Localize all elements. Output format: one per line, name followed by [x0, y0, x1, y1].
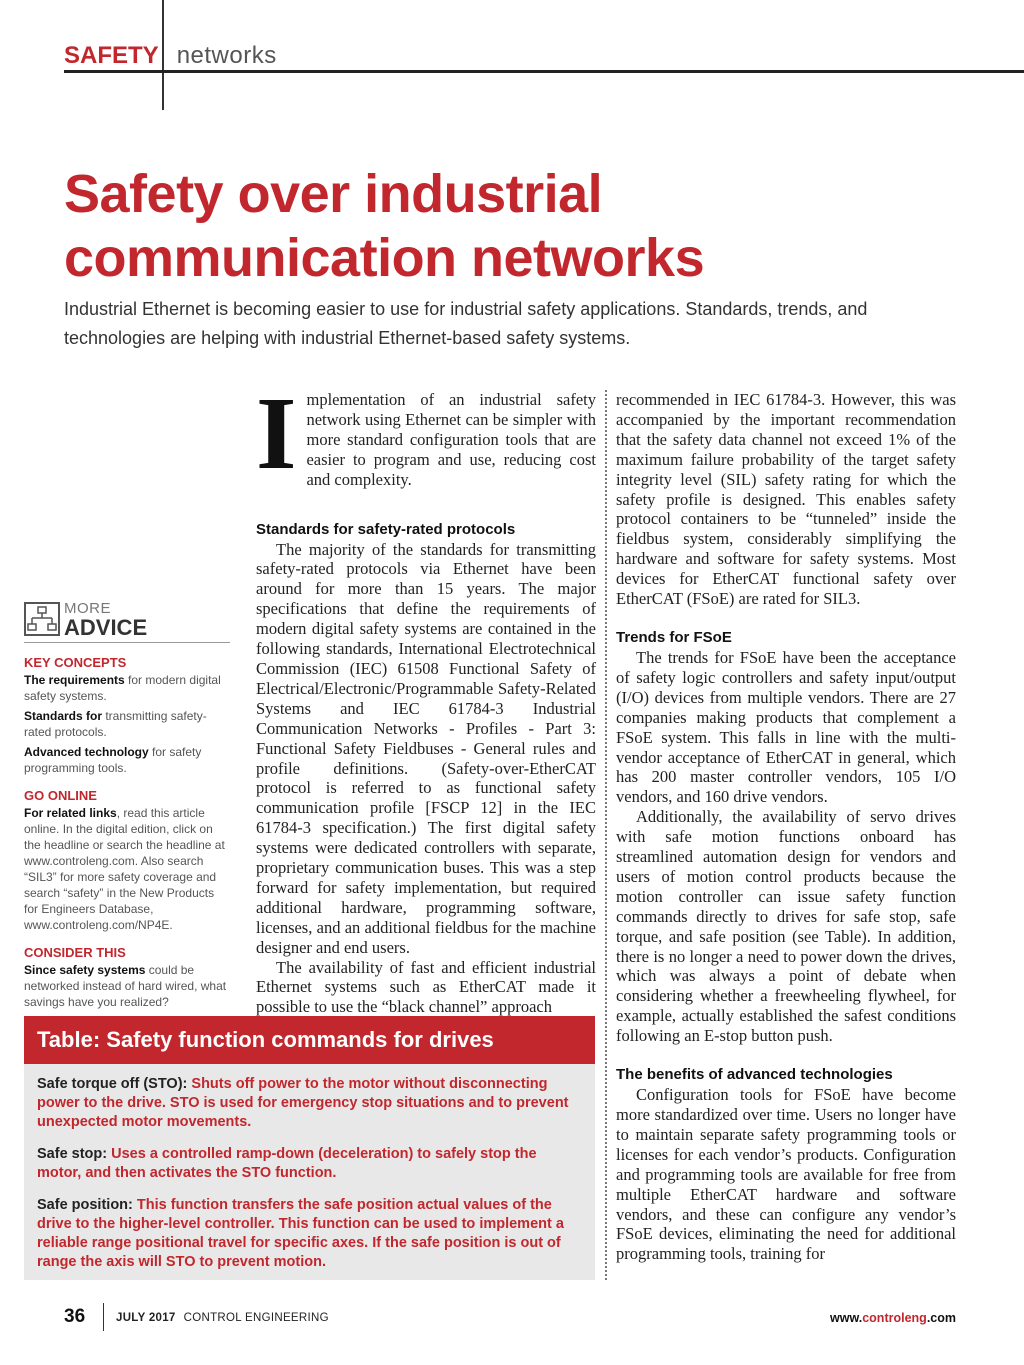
go-online-item: [24, 805, 230, 933]
consider-this-text: could be networked instead of hard wired, what savings have you realized?: [24, 963, 227, 1009]
page-number: 36: [64, 1306, 86, 1327]
key-concept-3-text: for safety programming tools.: [24, 745, 202, 775]
key-concept-2-bold: Standards for: [24, 709, 103, 723]
article-title-line2: communication networks: [64, 228, 705, 288]
drop-cap: I: [256, 376, 297, 491]
more-label: MORE: [64, 600, 111, 617]
heading-benefits: The benefits of advanced technologies: [616, 1066, 893, 1084]
table-row-label: Safe position:: [37, 1197, 137, 1213]
paragraph-benefits: Configuration tools for FSoE have become more standardized over time. Users no longer have to maintain separate safety programming tools or licenses for each vendor’s products. Configuration and programming tools are available for free from multiple EtherCAT hardware and software vendors, and these can configure any vendor’s FSoE devices, eliminating the need for additional programming tools, training for: [616, 1085, 956, 1264]
paragraph-standards-1: The majority of the standards for transmitting safety-rated protocols via Ethernet have been around for more than 15 years. The major specifications that define the requirements of modern digital safety systems are contained in the following standards, International Electrotechnical Commission (IEC) 61508 Functional Safety of Electrical/Electronic/Programmable Safety-Related Systems and IEC 61784-3 Industrial Communication Networks - Profiles - Part 3: Functional Safety Fieldbuses - General rules and profile definitions. (Safety-over-EtherCAT protocol is referred to as functional safety communication profile [FSCP 12] in the IEC 61784-3 specification.) The first digital safety systems were dedicated controllers with separate, proprietary communication buses. This was a step forward for safety implementation, but required additional hardware, programming software, licenses, and an additional fieldbus for the machine designer and end users.: [256, 539, 596, 957]
paragraph-col3-continued: recommended in IEC 61784-3. However, this was accompanied by the important recommendation that the safety data channel not exceed 1% of the maximum failure probability of the target safety integrity level (SIL) safety rating for which the safety profile is designed. This enables safety protocol containers to be “tunneled” inside the fieldbus system, considerably simplifying the hardware and software for safety systems. Most devices for EtherCAT functional safety over EtherCAT (FSoE) are rated for SIL3.: [616, 390, 956, 609]
table-row: [24, 1145, 595, 1183]
table-row-desc: This function transfers the safe position actual values of the drive to the higher-level controller. This function can be used to implement a reliable range positional travel for specific axes. If the safe position is out of range the axis will STO to prevent motion.: [37, 1197, 564, 1270]
heading-trends: Trends for FSoE: [616, 628, 732, 646]
heading-standards: Standards for safety-rated protocols: [256, 520, 516, 538]
footer-url-highlight: controleng: [862, 1311, 927, 1325]
key-concept-3-bold: Advanced technology: [24, 745, 149, 759]
table-row: [24, 1196, 595, 1272]
consider-this-heading: CONSIDER THIS: [24, 945, 126, 960]
section-label-bold: SAFETY: [64, 42, 159, 69]
paragraph-trends-2: Additionally, the availability of servo drives with safe motion functions onboard has streamlined automation design for vendors and users of motion control products because the motion controller can issue safety function commands directly to drives for safe stop, safe torque, and safe position (see Table). In addition, there is no longer a need to power down the drives, which was always a point of debate when considering whether a freewheeling flywheel, for example, actually established the safest conditions following an E-stop button push.: [616, 807, 956, 1046]
section-label-light: networks: [176, 42, 277, 69]
footer-issue: [116, 1312, 329, 1324]
header-rule: [64, 70, 1024, 73]
section-label: [64, 42, 277, 70]
table-row: [24, 1075, 595, 1132]
advice-label: ADVICE: [64, 615, 148, 640]
network-diagram-icon: [24, 602, 60, 636]
key-concepts-heading: KEY CONCEPTS: [24, 655, 127, 670]
key-concept-2-text: transmitting safety-rated protocols.: [24, 709, 207, 739]
table-row-label: Safe torque off (STO):: [37, 1076, 192, 1092]
footer-magazine: CONTROL ENGINEERING: [183, 1312, 329, 1324]
key-concept-1-text: for modern digital safety systems.: [24, 673, 221, 703]
key-concept-1-bold: The requirements: [24, 673, 125, 687]
column-divider: [605, 390, 607, 1280]
body-column-middle: [256, 376, 596, 1017]
consider-this-item: [24, 962, 230, 1010]
article-title-line1: Safety over industrial: [64, 164, 603, 224]
more-advice-logo: [24, 600, 230, 640]
safety-commands-table: [24, 1016, 595, 1280]
go-online-heading: GO ONLINE: [24, 788, 97, 803]
go-online-bold: For related links: [24, 806, 117, 820]
paragraph-trends-1: The trends for FSoE have been the acceptance of safety logic controllers and safety input/output (I/O) devices from multiple vendors. There are 27 companies making products that complement a FSoE system. This falls in line with the multi-vendor acceptance of EtherCAT in general, which has 200 master controller vendors, 105 I/O vendors, and 160 drive vendors.: [616, 647, 956, 807]
footer-issue-date: JULY 2017: [116, 1312, 176, 1324]
key-concept-3: [24, 744, 230, 776]
footer-url-pre: www.: [830, 1311, 863, 1325]
table-title: Table: Safety function commands for drives: [24, 1016, 595, 1064]
footer-url[interactable]: [830, 1311, 956, 1325]
consider-this-bold: Since safety systems: [24, 963, 146, 977]
key-concept-2: [24, 708, 230, 740]
intro-paragraph: mplementation of an industrial safety network using Ethernet can be simpler with more standard configuration tools that are easier to program and use, reducing cost and complexity.: [306, 390, 596, 489]
body-column-right: [616, 390, 956, 1264]
table-row-label: Safe stop:: [37, 1146, 112, 1162]
table-row-desc: Shuts off power to the motor without disconnecting power to the drive. STO is used for emergency stop situations and to prevent unexpected motor movements.: [37, 1076, 569, 1130]
advice-rule: [24, 642, 230, 643]
key-concept-1: [24, 672, 230, 704]
footer-url-post: .com: [926, 1311, 956, 1325]
table-row-desc: Uses a controlled ramp-down (deceleration) to safely stop the motor, and then activates the STO function.: [37, 1146, 537, 1181]
footer-divider: [103, 1303, 104, 1331]
article-deck: Industrial Ethernet is becoming easier to use for industrial safety applications. Standards, trends, and technologies are helping with industrial Ethernet-based safety systems.: [64, 299, 868, 348]
go-online-text: , read this article online. In the digital edition, click on the headline or search the headline at www.controleng.com. Also search “SIL3” for more safety coverage and search “safety” in the New Products for Engineers Database, www.controleng.com/NP4E.: [24, 806, 225, 932]
more-advice-sidebar: [24, 600, 230, 1014]
article-title: [64, 162, 964, 290]
paragraph-standards-2: The availability of fast and efficient industrial Ethernet systems such as EtherCAT made it possible to use the “black channel” approach: [256, 957, 596, 1017]
